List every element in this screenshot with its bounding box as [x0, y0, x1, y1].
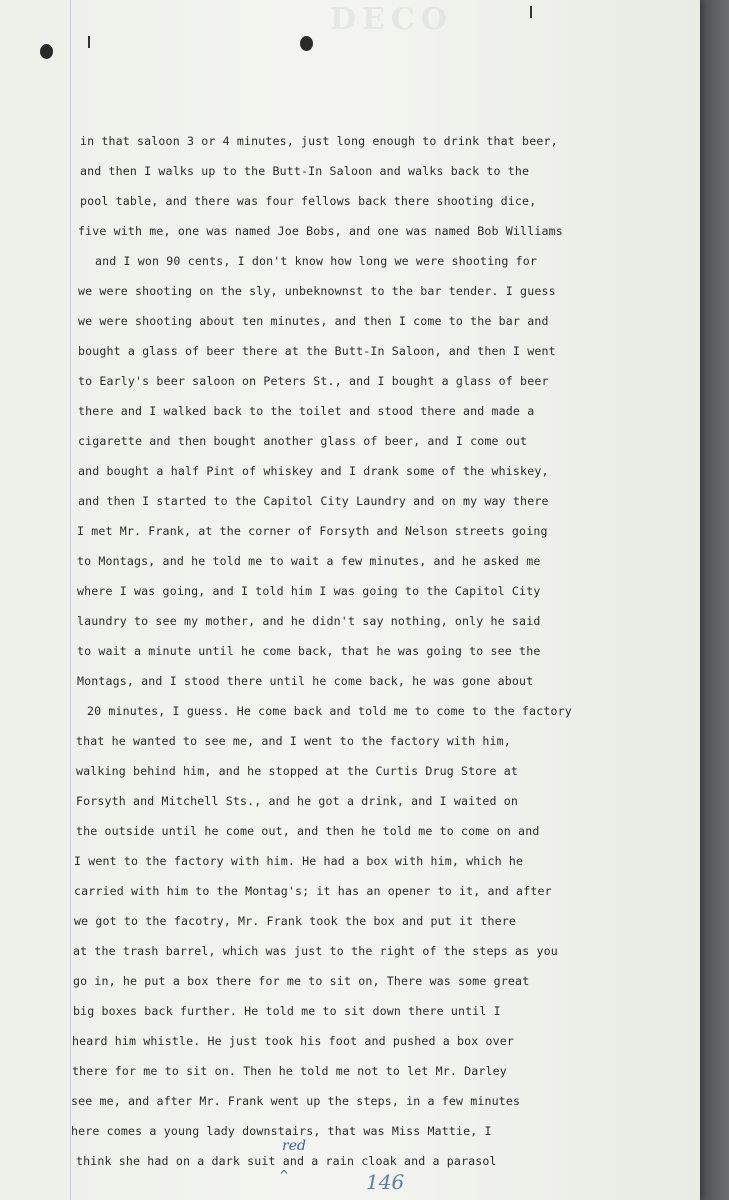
text-line-26: carried with him to the Montag's; it has an opener to it, and after: [74, 884, 552, 898]
text-line-35: think she had on a dark suit and a rain cloak and a parasol: [76, 1154, 497, 1168]
letterhead-bleed: DECO: [330, 2, 453, 37]
margin-rule: [70, 0, 71, 1200]
text-line-30: big boxes back further. He told me to sit down there until I: [73, 1004, 501, 1018]
text-line-31: heard him whistle. He just took his foot and pushed a box over: [72, 1034, 515, 1048]
text-line-19: Montags, and I stood there until he come back, he was gone about: [77, 674, 534, 688]
text-line-25: I went to the factory with him. He had a box with him, which he: [74, 854, 524, 868]
text-line-15: to Montags, and he told me to wait a few minutes, and he asked me: [77, 554, 541, 568]
punch-hole-left: [40, 44, 53, 59]
text-line-20: 20 minutes, I guess. He come back and told me to come to the factory: [87, 704, 572, 718]
text-line-29: go in, he put a box there for me to sit on, There was some great: [73, 974, 530, 988]
text-line-6: we were shooting on the sly, unbeknownst to the bar tender. I guess: [78, 284, 556, 298]
text-line-32: there for me to sit on. Then he told me not to let Mr. Darley: [72, 1064, 507, 1078]
text-line-13: and then I started to the Capitol City Laundry and on my way there: [78, 494, 549, 508]
text-line-27: we got to the facotry, Mr. Frank took the box and put it there: [74, 914, 517, 928]
text-line-8: bought a glass of beer there at the Butt-In Saloon, and then I went: [78, 344, 556, 358]
text-line-21: that he wanted to see me, and I went to the factory with him,: [76, 734, 511, 748]
page-number: 146: [366, 1170, 405, 1194]
text-line-16: where I was going, and I told him I was going to the Capitol City: [77, 584, 541, 598]
margin-tick-right: [530, 6, 532, 18]
text-line-7: we were shooting about ten minutes, and then I come to the bar and: [78, 314, 549, 328]
punch-hole-center: [300, 36, 313, 51]
text-line-22: walking behind him, and he stopped at the Curtis Drug Store at: [76, 764, 519, 778]
text-line-34: here comes a young lady downstairs, that was Miss Mattie, I: [71, 1124, 492, 1138]
text-line-3: pool table, and there was four fellows back there shooting dice,: [80, 194, 537, 208]
insertion-caret: ^: [279, 1168, 290, 1182]
text-line-4: five with me, one was named Joe Bobs, and one was named Bob Williams: [78, 224, 563, 238]
text-line-33: see me, and after Mr. Frank went up the steps, in a few minutes: [71, 1094, 521, 1108]
text-line-23: Forsyth and Mitchell Sts., and he got a drink, and I waited on: [76, 794, 519, 808]
handwritten-insertion: red: [282, 1138, 306, 1154]
margin-tick: [88, 36, 90, 48]
text-line-10: there and I walked back to the toilet and stood there and made a: [78, 404, 535, 418]
text-line-5: and I won 90 cents, I don't know how long we were shooting for: [95, 254, 538, 268]
text-line-18: to wait a minute until he come back, that he was going to see the: [77, 644, 541, 658]
text-line-11: cigarette and then bought another glass of beer, and I come out: [78, 434, 528, 448]
text-line-9: to Early's beer saloon on Peters St., and I bought a glass of beer: [78, 374, 549, 388]
text-line-17: laundry to see my mother, and he didn't say nothing, only he said: [77, 614, 541, 628]
text-line-24: the outside until he come out, and then he told me to come on and: [76, 824, 540, 838]
text-line-28: at the trash barrel, which was just to the right of the steps as you: [73, 944, 558, 958]
text-line-14: I met Mr. Frank, at the corner of Forsyth and Nelson streets going: [77, 524, 548, 538]
scanner-edge: [700, 0, 729, 1200]
text-line-2: and then I walks up to the Butt-In Saloon and walks back to the: [80, 164, 530, 178]
text-line-12: and bought a half Pint of whiskey and I drank some of the whiskey,: [78, 464, 549, 478]
text-line-1: in that saloon 3 or 4 minutes, just long enough to drink that beer,: [80, 134, 558, 148]
